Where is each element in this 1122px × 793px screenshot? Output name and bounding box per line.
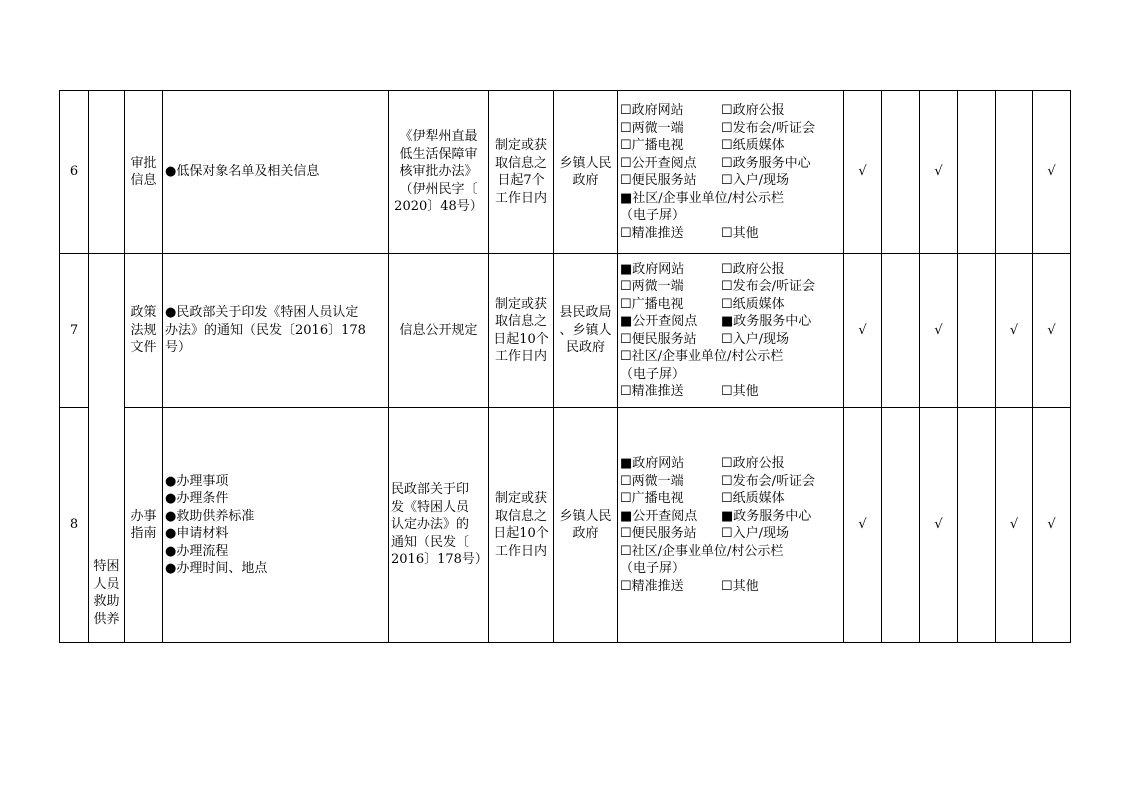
basis-line: 2020〕48号）	[394, 199, 483, 215]
channel-option: ☐入户/现场	[721, 173, 790, 188]
channel-option: ☐其他	[721, 384, 759, 399]
basis-line: 发《特困人员	[391, 499, 470, 515]
channels-cell	[618, 254, 844, 408]
channel-option: ☐政府公报	[721, 456, 785, 471]
check-mark-cell: √	[844, 408, 882, 643]
check-mark-cell	[958, 408, 996, 643]
channel-option: ■政务服务中心	[721, 508, 812, 524]
channel-row	[620, 331, 841, 349]
time-limit-line: 工作日内	[494, 543, 547, 559]
channel-row	[620, 473, 841, 491]
channel-option: ☐广播电视	[620, 296, 684, 312]
channel-option: ☐政府公报	[721, 103, 785, 118]
subject-line: 乡镇人民	[559, 155, 612, 171]
category-level1-line: 救助	[93, 594, 120, 609]
channel-option: ☐社区/企事业单位/村公示栏	[620, 543, 784, 559]
channel-option: ☐入户/现场	[721, 331, 790, 347]
channel-row	[620, 508, 841, 526]
channel-option: ■公开查阅点	[620, 314, 698, 329]
subject-line: 政府	[572, 173, 599, 188]
row-number: 7	[60, 254, 89, 408]
check-mark-cell: √	[920, 254, 958, 408]
category-level2-cell	[125, 408, 163, 643]
time-limit-cell	[489, 408, 554, 643]
channel-option: ☐其他	[721, 225, 759, 241]
channel-row	[620, 225, 841, 243]
channel-option: ■政府网站	[620, 261, 685, 277]
check-mark-cell: √	[920, 91, 958, 254]
channel-option: ☐社区/企事业单位/村公示栏	[620, 349, 784, 364]
channel-option-note: （电子屏）	[620, 208, 686, 223]
basis-line: 认定办法》的	[391, 517, 470, 533]
category-level2-line: 文件	[130, 340, 157, 356]
channel-row	[620, 366, 841, 384]
time-limit-line: 取信息之	[494, 314, 547, 329]
channel-option: ☐发布会/听证会	[721, 120, 816, 136]
channel-row	[620, 525, 841, 543]
content-line: ●救助供养标准	[165, 508, 255, 524]
content-line: ●办理条件	[165, 491, 229, 506]
channel-row	[620, 348, 841, 366]
channel-option: ☐两微一端	[620, 473, 684, 489]
channel-option-note: （电子屏）	[620, 561, 686, 576]
time-limit-line: 制定或获	[494, 491, 547, 506]
category-level2-line: 指南	[130, 526, 157, 541]
channel-option: ☐精准推送	[620, 225, 684, 241]
category-level2-line: 法规	[130, 322, 157, 338]
channel-row	[620, 543, 841, 561]
content-cell	[163, 91, 389, 254]
channel-option: ☐两微一端	[620, 279, 684, 294]
channel-option: ■政务服务中心	[721, 314, 812, 329]
time-limit-line: 制定或获	[494, 138, 547, 153]
category-level2-line: 审批	[130, 155, 157, 171]
basis-line: 核审批办法》	[399, 164, 478, 180]
channel-option: ■政府网站	[620, 456, 685, 471]
table-row	[60, 408, 1071, 643]
check-mark-cell	[958, 254, 996, 408]
category-level1-line: 特困	[93, 559, 120, 574]
check-mark-cell: √	[996, 254, 1033, 408]
row-number: 8	[60, 408, 89, 643]
category-level2-line: 信息	[130, 173, 157, 188]
channels-cell	[618, 91, 844, 254]
check-mark-cell: √	[996, 408, 1033, 643]
time-limit-cell	[489, 91, 554, 254]
basis-line: （伊州民字〔	[399, 181, 478, 197]
check-mark-cell: √	[844, 254, 882, 408]
content-line: ●申请材料	[165, 526, 229, 541]
channel-option: ☐广播电视	[620, 138, 684, 153]
category-level2-cell	[125, 91, 163, 254]
channel-option: ☐政府网站	[620, 103, 684, 118]
channel-option: ☐便民服务站	[620, 331, 697, 347]
channel-row	[620, 137, 841, 155]
subject-line: 民政府	[565, 340, 605, 356]
channel-option: ☐发布会/听证会	[721, 473, 816, 489]
content-line: ●办理流程	[165, 543, 229, 559]
time-limit-line: 工作日内	[494, 190, 547, 206]
basis-cell	[389, 91, 489, 254]
category-level2-cell	[125, 254, 163, 408]
check-mark-cell: √	[920, 408, 958, 643]
channel-row	[620, 207, 841, 225]
check-mark-cell	[996, 91, 1033, 254]
check-mark-cell	[882, 254, 920, 408]
subject-cell	[554, 408, 618, 643]
channel-option: ☐纸质媒体	[721, 296, 785, 312]
channels-cell	[618, 408, 844, 643]
channel-option: ☐其他	[721, 578, 759, 594]
channel-option: ■公开查阅点	[620, 508, 698, 524]
content-line: 办法》的通知（民发〔2016〕178	[165, 322, 366, 338]
time-limit-line: 日起7个	[497, 173, 545, 188]
basis-cell	[389, 254, 489, 408]
channel-option: ☐两微一端	[620, 120, 684, 136]
time-limit-line: 工作日内	[494, 349, 547, 364]
subject-line: 县民政局	[559, 305, 612, 321]
basis-line: 通知（民发〔	[391, 534, 470, 550]
channel-row	[620, 190, 841, 208]
time-limit-line: 取信息之	[494, 155, 547, 171]
category-level1-cell	[89, 254, 125, 643]
check-mark-cell	[882, 408, 920, 643]
basis-line: 2016〕178号）	[391, 552, 488, 568]
channel-option: ☐政府公报	[721, 261, 785, 277]
channel-option: ☐纸质媒体	[721, 491, 785, 506]
channel-option: ☐广播电视	[620, 491, 684, 506]
channel-row	[620, 455, 841, 473]
channel-row	[620, 120, 841, 138]
channel-option: ■社区/企事业单位/村公示栏	[620, 190, 785, 206]
category-level1-cell	[89, 91, 125, 254]
content-line: ●低保对象名单及相关信息	[165, 164, 320, 180]
channel-option: ☐精准推送	[620, 384, 684, 399]
channel-option: ☐公开查阅点	[620, 155, 697, 171]
time-limit-line: 日起10个	[493, 526, 549, 541]
subject-cell	[554, 254, 618, 408]
table-row	[60, 91, 1071, 254]
subject-cell	[554, 91, 618, 254]
category-level2-line: 政策	[130, 305, 157, 321]
channel-row	[620, 560, 841, 578]
check-mark-cell: √	[1033, 254, 1071, 408]
content-cell	[163, 408, 389, 643]
basis-line: 低生活保障审	[399, 146, 478, 162]
channel-option: ☐入户/现场	[721, 526, 790, 541]
basis-line: 《伊犁州直最	[399, 129, 478, 145]
channel-option-note: （电子屏）	[620, 366, 686, 382]
channel-row	[620, 578, 841, 596]
check-mark-cell	[882, 91, 920, 254]
check-mark-cell: √	[1033, 408, 1071, 643]
time-limit-line: 取信息之	[494, 508, 547, 524]
channel-option: ☐便民服务站	[620, 526, 697, 541]
time-limit-line: 制定或获	[494, 296, 547, 312]
channel-row	[620, 383, 841, 401]
basis-line: 民政部关于印	[391, 482, 470, 498]
channel-option: ☐纸质媒体	[721, 138, 785, 153]
disclosure-table	[59, 90, 1071, 643]
channel-row	[620, 490, 841, 508]
channel-row	[620, 155, 841, 173]
channel-row	[620, 278, 841, 296]
table-row	[60, 254, 1071, 408]
time-limit-cell	[489, 254, 554, 408]
content-line: ●民政部关于印发《特困人员认定	[165, 305, 359, 321]
basis-cell	[389, 408, 489, 643]
row-number: 6	[60, 91, 89, 254]
check-mark-cell: √	[844, 91, 882, 254]
category-level1-line: 供养	[93, 611, 120, 627]
time-limit-line: 日起10个	[493, 331, 549, 347]
channel-row	[620, 172, 841, 190]
check-mark-cell: √	[1033, 91, 1071, 254]
channel-option: ☐精准推送	[620, 578, 684, 594]
subject-line: 、乡镇人	[559, 322, 612, 338]
channel-row	[620, 261, 841, 279]
channel-row	[620, 296, 841, 314]
category-level2-line: 办事	[130, 508, 157, 524]
check-mark-cell	[958, 91, 996, 254]
content-line: ●办理事项	[165, 473, 229, 489]
channel-option: ☐便民服务站	[620, 173, 697, 188]
channel-row	[620, 102, 841, 120]
channel-row	[620, 313, 841, 331]
subject-line: 政府	[572, 526, 599, 541]
basis-line: 信息公开规定	[399, 322, 478, 338]
subject-line: 乡镇人民	[559, 508, 612, 524]
channel-option: ☐政务服务中心	[721, 155, 811, 171]
channel-option: ☐发布会/听证会	[721, 279, 816, 294]
content-line: 号）	[165, 340, 192, 356]
content-cell	[163, 254, 389, 408]
content-line: ●办理时间、地点	[165, 561, 268, 576]
category-level1-line: 人员	[93, 576, 120, 592]
